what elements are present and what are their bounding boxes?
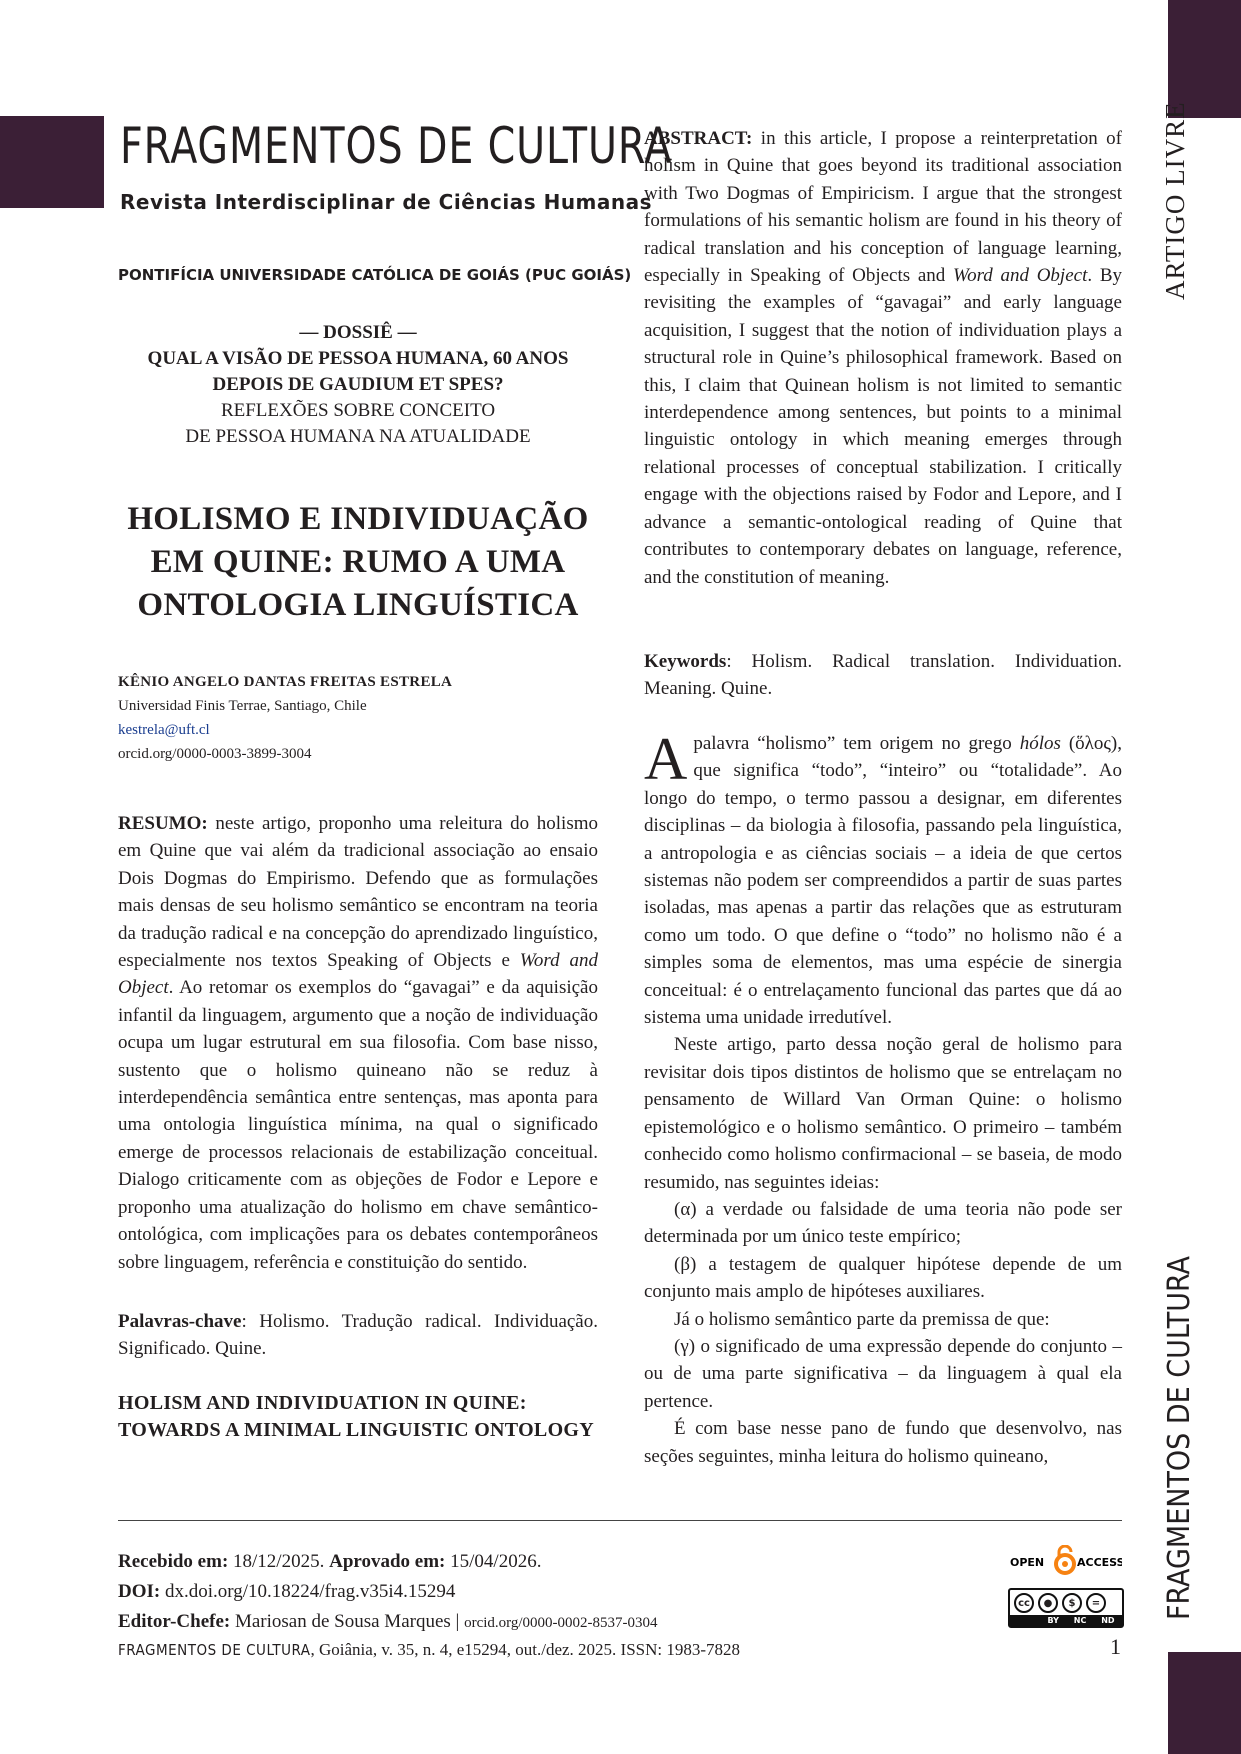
- editor-orcid[interactable]: orcid.org/0000-0002-8537-0304: [464, 1615, 658, 1631]
- palavras-label: Palavras-chave: [118, 1311, 242, 1332]
- footer-journal: FRAGMENTOS DE CULTURA: [118, 1641, 311, 1659]
- author-email-link[interactable]: kestrela@uft.cl: [118, 722, 210, 738]
- doi-link[interactable]: dx.doi.org/10.18224/frag.v35i4.15294: [160, 1581, 456, 1602]
- author-orcid[interactable]: orcid.org/0000-0003-3899-3004: [118, 746, 312, 762]
- author-affiliation: Universidad Finis Terrae, Santiago, Chile: [118, 698, 367, 714]
- footer-divider: [118, 1520, 1122, 1521]
- cc-nd-label: ND: [1101, 1616, 1115, 1625]
- open-access-open: OPEN: [1010, 1556, 1045, 1569]
- header-accent-bar: [0, 116, 104, 208]
- body-text: [644, 726, 1122, 1470]
- body-paragraph-1: [644, 726, 1122, 1031]
- drop-cap: A: [644, 726, 688, 792]
- doi-label: DOI:: [118, 1581, 161, 1602]
- article-title: [118, 498, 598, 627]
- resumo-text1: neste artigo, proponho uma releitura do holismo em Quine que vai além da tradicional associação ao ensaio Dois Dogmas do Empirismo. Defendo que as formulações mais densas de seu holismo semântico se encontram na teoria da tradução radical e na concepção do aprendizado linguístico, especialmente nos textos Speaking of Objects e: [118, 813, 598, 972]
- dossie-block: [118, 320, 598, 450]
- received-date: 18/12/2025.: [228, 1551, 330, 1572]
- keywords: [644, 648, 1122, 703]
- dates-line: [118, 1547, 658, 1577]
- side-bottom-bar: [1168, 1652, 1241, 1754]
- dossie-line2: DEPOIS DE GAUDIUM ET SPES?: [212, 374, 504, 395]
- dossie-label: — DOSSIÊ —: [299, 322, 417, 343]
- author-block: [118, 670, 452, 766]
- dossie-line4: DE PESSOA HUMANA NA ATUALIDADE: [185, 426, 531, 447]
- open-access-access: ACCESS: [1077, 1556, 1122, 1569]
- institution: PONTIFÍCIA UNIVERSIDADE CATÓLICA DE GOIÁS (PUC GOIÁS): [118, 266, 632, 284]
- body-p1-a: palavra “holismo” tem origem no grego: [693, 733, 1020, 754]
- keywords-label: Keywords: [644, 651, 727, 672]
- english-title: HOLISM AND INDIVIDUATION IN QUINE: TOWARDS A MINIMAL LINGUISTIC ONTOLOGY: [118, 1392, 595, 1441]
- abstract-text1: in this article, I propose a reinterpretation of holism in Quine that goes beyond its traditional association with Two Dogmas of Empiricism. I argue that the strongest formulations of his semantic holism are found in his theory of radical translation and his conception of language learning, especially in Speaking of Objects and: [644, 128, 1122, 287]
- dossie-line3: REFLEXÕES SOBRE CONCEITO: [220, 400, 496, 421]
- cc-by-label: BY: [1047, 1616, 1059, 1625]
- noncommercial-icon: $: [1062, 1593, 1082, 1613]
- approved-date: 15/04/2026.: [445, 1551, 542, 1572]
- section-label: ARTIGO LIVRE: [1160, 101, 1190, 300]
- palavras-text: : Holismo. Tradução radical. Individuação. Significado. Quine.: [118, 1311, 598, 1360]
- side-top-bar: [1168, 0, 1241, 118]
- received-label: Recebido em:: [118, 1551, 229, 1572]
- publication-meta: [118, 1547, 658, 1638]
- side-journal-title: FRAGMENTOS DE CULTURA: [1162, 1255, 1197, 1620]
- body-paragraph-6: (γ) o significado de uma expressão depende do conjunto – ou de uma parte significativa – da linguagem à qual ela pertence.: [644, 1335, 1122, 1412]
- author-name: KÊNIO ANGELO DANTAS FREITAS ESTRELA: [118, 674, 453, 690]
- open-access-badge: [1010, 1545, 1122, 1577]
- page-footer: [118, 1640, 740, 1660]
- editor-line: [118, 1607, 658, 1638]
- title-line1: HOLISMO E INDIVIDUAÇÃO: [127, 501, 589, 537]
- cc-labels: [1010, 1615, 1122, 1626]
- resumo-label: RESUMO:: [118, 813, 208, 834]
- resumo: [118, 810, 598, 1276]
- doi-line: [118, 1577, 658, 1607]
- journal-subtitle: Revista Interdisciplinar de Ciências Humanas: [120, 190, 653, 214]
- by-person-icon: ●: [1038, 1593, 1058, 1613]
- body-p1-italic: hólos: [1019, 733, 1061, 754]
- footer-citation: , Goiânia, v. 35, n. 4, e15294, out./dez. 2025. ISSN: 1983-7828: [310, 1640, 741, 1659]
- cc-icon: cc: [1014, 1593, 1034, 1613]
- cc-license-badge: [1008, 1588, 1124, 1628]
- abstract: [644, 125, 1122, 591]
- palavras-chave: [118, 1308, 598, 1363]
- title-line3: ONTOLOGIA LINGUÍSTICA: [137, 587, 579, 623]
- page-number: 1: [1110, 1634, 1121, 1659]
- dossie-line1: QUAL A VISÃO DE PESSOA HUMANA, 60 ANOS: [147, 348, 569, 369]
- editor-name: Mariosan de Sousa Marques |: [230, 1611, 465, 1632]
- editor-label: Editor-Chefe:: [118, 1611, 231, 1632]
- open-access-icon: [1010, 1545, 1122, 1577]
- journal-title: FRAGMENTOS DE CULTURA: [120, 117, 673, 175]
- body-p1-b: (ὅλος), que significa “todo”, “inteiro” ou “totalidade”. Ao longo do tempo, o termo passou a designar, em diferentes disciplinas – da biologia à filosofia, passando pela linguística, a antropologia e as ciências sociais – a ideia de que certos sistemas não podem ser compreendidos a partir de suas partes isoladas, mas apenas a partir das relações que as estruturam como um todo. O que define o “todo” no holismo não é a simples soma de elementos, mas uma espécie de sinergia conceitual: é o entrelaçamento funcional das partes que dá ao sistema uma unidade irredutível.: [644, 733, 1122, 1029]
- body-paragraph-3: (α) a verdade ou falsidade de uma teoria não pode ser determinada por um único teste empírico;: [644, 1198, 1122, 1248]
- title-line2: EM QUINE: RUMO A UMA: [150, 544, 566, 580]
- resumo-text2: . Ao retomar os exemplos do “gavagai” e da aquisição infantil da linguagem, argumento que a noção de individuação ocupa um lugar estrutural em sua filosofia. Com base nisso, sustento que o holismo quineano não se reduz à interdependência semântica entre sentenças, mas aponta para uma ontologia linguística mínima, na qual o significado emerge de processos relacionais de estabilização conceitual. Dialogo criticamente com as objeções de Fodor e Lepore e proponho uma atualização do holismo em chave semântico-ontológica, com implicações para os debates contemporâneos sobre linguagem, referência e constituição do sentido.: [118, 977, 598, 1273]
- abstract-label: ABSTRACT:: [644, 128, 753, 149]
- resumo-italic: Word and Object: [118, 950, 598, 999]
- abstract-text2: . By revisiting the examples of “gavagai” and early language acquisition, I suggest that the notion of individuation plays a structural role in Quine’s philosophical framework. Based on this, I claim that Quinean holism is not limited to semantic interdependence among sentences, but points to a minimal linguistic ontology in which meaning emerges through relational processes of conceptual stabilization. I critically engage with the objections raised by Fodor and Lepore, and I advance a semantic-ontological reading of Quine that contributes to contemporary debates on language, reference, and the constitution of meaning.: [644, 265, 1122, 588]
- body-paragraph-4: (β) a testagem de qualquer hipótese depende de um conjunto mais amplo de hipóteses auxiliares.: [644, 1253, 1122, 1303]
- cc-nc-label: NC: [1073, 1616, 1087, 1625]
- keywords-text: : Holism. Radical translation. Individuation. Meaning. Quine.: [644, 651, 1122, 700]
- approved-label: Aprovado em:: [329, 1551, 446, 1572]
- body-paragraph-2: Neste artigo, parto dessa noção geral de holismo para revisitar dois tipos distintos de holismo que se entrelaçam no pensamento de Willard Van Orman Quine: o holismo epistemológico e o holismo semântico. O primeiro – também conhecido como holismo confirmacional – se baseia, de modo resumido, nas seguintes ideias:: [644, 1034, 1122, 1193]
- body-paragraph-7: É com base nesse pano de fundo que desenvolvo, nas seções seguintes, minha leitura do holismo quineano,: [644, 1418, 1122, 1467]
- body-paragraph-5: Já o holismo semântico parte da premissa de que:: [674, 1308, 1050, 1330]
- abstract-italic: Word and Object: [953, 265, 1088, 287]
- noderivatives-icon: =: [1086, 1593, 1106, 1613]
